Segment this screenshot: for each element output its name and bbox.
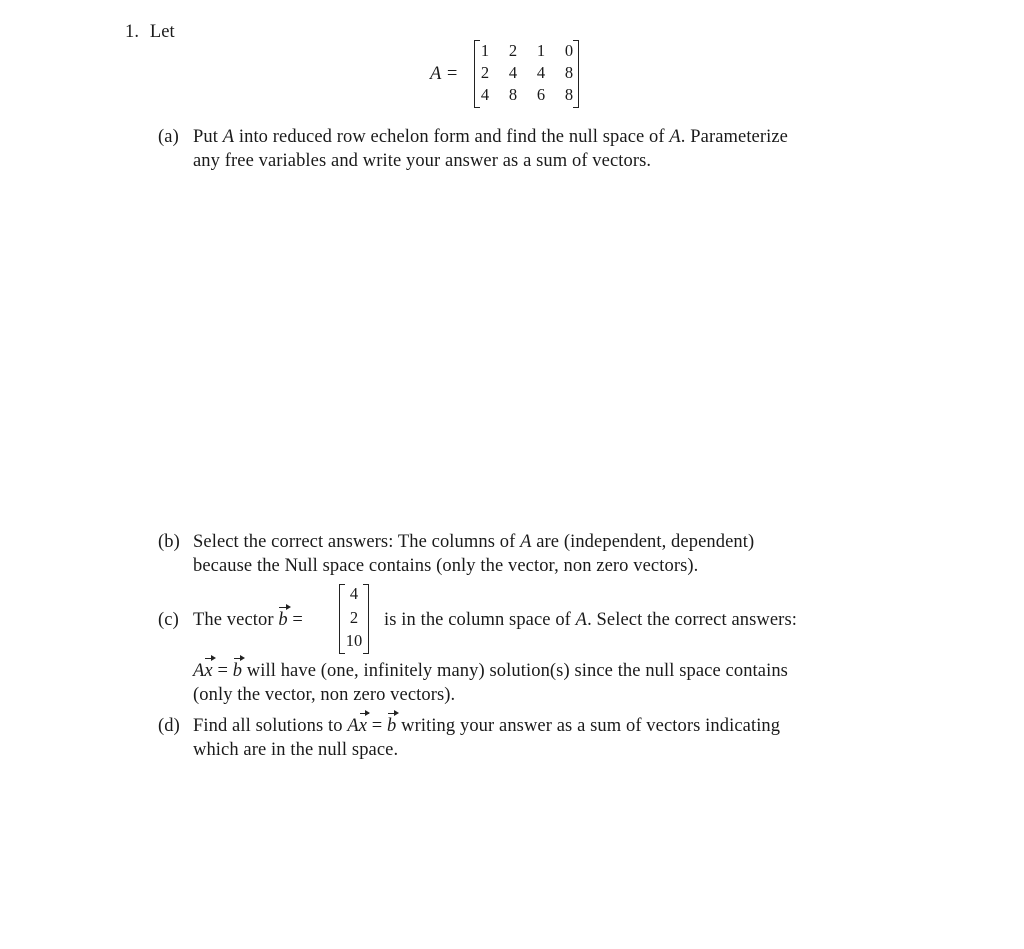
part-b-line-2: because the Null space contains (only the vector, non zero vectors). [193, 556, 699, 576]
vector-b-symbol: b [278, 610, 288, 630]
problem-intro: Let [149, 22, 175, 42]
vector-entry: 10 [345, 631, 363, 650]
matrix-cell: 8 [564, 63, 574, 82]
part-c-label: (c) [158, 610, 179, 630]
matrix-cell: 1 [536, 41, 546, 60]
matrix-cell: 8 [564, 85, 574, 104]
part-c-line-3: (only the vector, non zero vectors). [193, 685, 456, 705]
matrix-label: A = [430, 64, 459, 84]
part-a-line-2: any free variables and write your answer as a sum of vectors. [193, 151, 652, 171]
part-c-line-1-rest: is in the column space of A. Select the correct answers: [384, 610, 797, 630]
matrix-cell: 0 [564, 41, 574, 60]
part-a-label: (a) [158, 127, 179, 147]
problem-number: 1. [125, 22, 140, 42]
matrix-cell: 6 [536, 85, 546, 104]
problem-number-line [125, 20, 175, 44]
part-d-line-1: Find all solutions to Ax = b writing your answer as a sum of vectors indicating [193, 716, 781, 736]
matrix-cell: 8 [508, 85, 518, 104]
part-c-vector-intro: The vector b = [193, 610, 303, 630]
matrix-cell: 4 [508, 63, 518, 82]
part-d-line-2: which are in the null space. [193, 740, 399, 760]
matrix-cell: 4 [480, 85, 490, 104]
matrix-cell: 4 [536, 63, 546, 82]
matrix-cell: 2 [480, 63, 490, 82]
matrix-cell: 1 [480, 41, 490, 60]
part-a-line-1: Put A into reduced row echelon form and find the null space of A. Parameterize [193, 127, 788, 147]
matrix-cell: 2 [508, 41, 518, 60]
part-b-label: (b) [158, 532, 180, 552]
vector-entry: 4 [349, 584, 359, 603]
part-d-label: (d) [158, 716, 180, 736]
vector-entry: 2 [349, 608, 359, 627]
part-c-line-2: Ax = b will have (one, infinitely many) solution(s) since the null space contains [193, 661, 788, 681]
part-b-line-1: Select the correct answers: The columns of A are (independent, dependent) [193, 532, 755, 552]
